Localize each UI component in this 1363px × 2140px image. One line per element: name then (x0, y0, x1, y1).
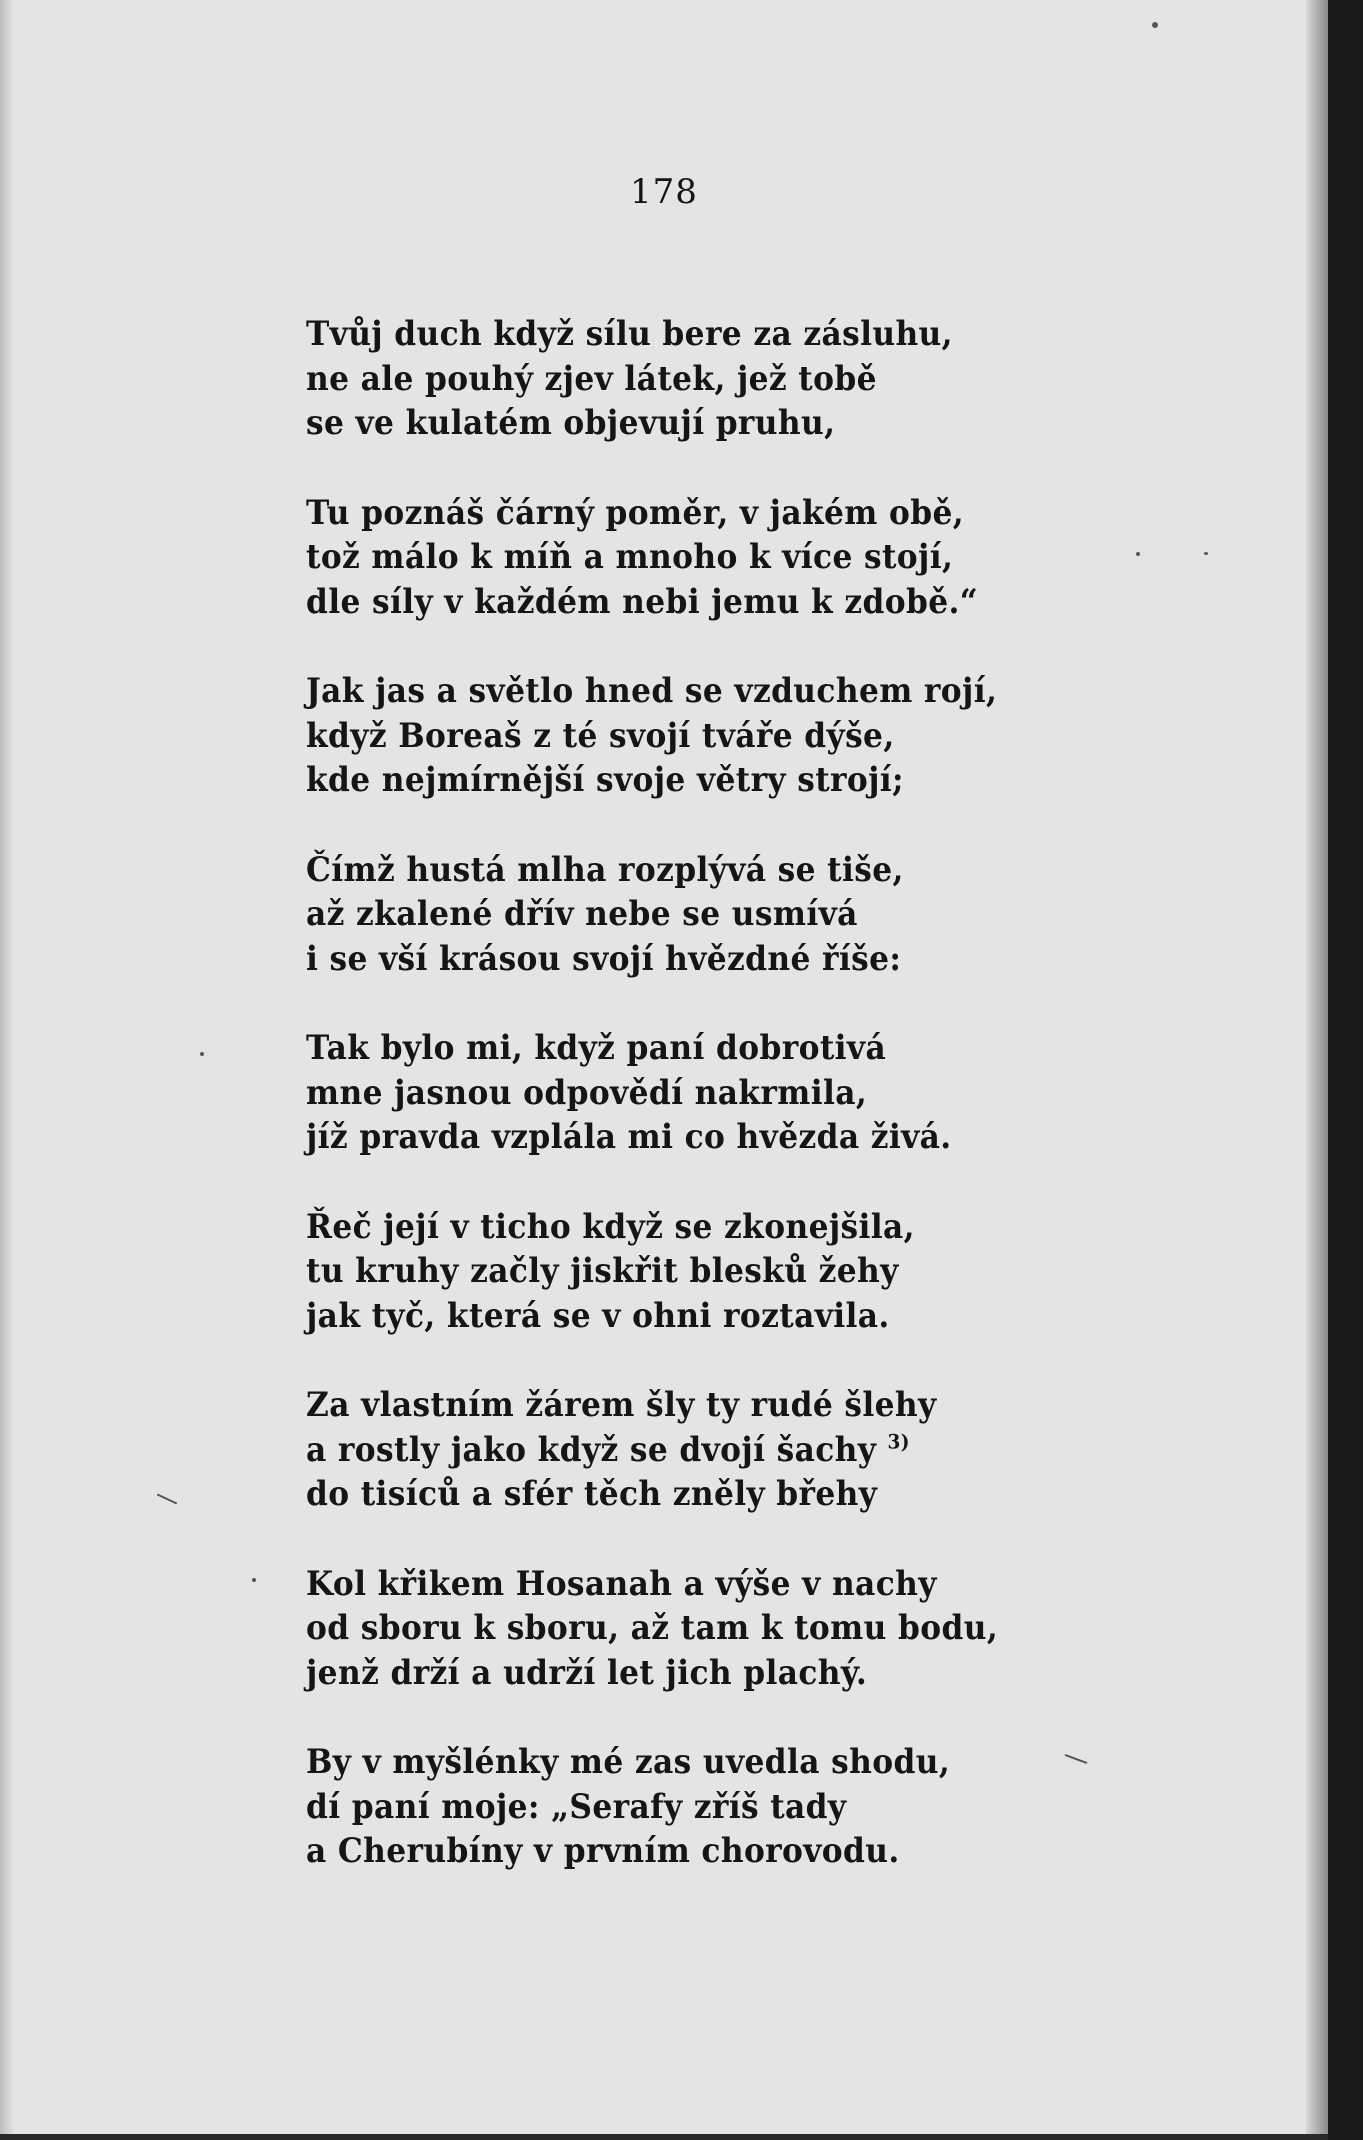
stanza-9 (306, 1740, 1086, 1874)
scan-speck (1152, 22, 1158, 28)
scan-speck (157, 1493, 178, 1504)
footnote-marker: 3) (887, 1429, 910, 1454)
poem-line: dle síly v každém nebi jemu k zdobě.“ (306, 581, 979, 622)
stanza-1 (306, 312, 1086, 446)
poem-line: od sboru k sboru, až tam k tomu bodu, (306, 1608, 999, 1648)
poem-line: i se vší krásou svojí hvězdné říše: (306, 938, 902, 979)
poem-line: Tu poznáš čárný poměr, v jakém obě, (306, 492, 964, 533)
scan-speck (200, 1052, 204, 1056)
poem-line: až zkalené dřív nebe se usmívá (306, 894, 858, 934)
scan-speck (1136, 552, 1140, 556)
poem-line: do tisíců a sfér těch zněly břehy (306, 1474, 878, 1514)
poem-line-with-footnote (306, 1428, 1024, 1473)
stanza-8 (306, 1562, 1086, 1696)
poem-line: Kol křikem Hosanah a výše v nachy (306, 1563, 937, 1604)
poem-line: ne ale pouhý zjev látek, jež tobě (306, 358, 877, 399)
poem-line: tu kruhy začly jiskřit blesků žehy (306, 1251, 899, 1291)
poem-line: jak tyč, která se v ohni roztavila. (306, 1295, 890, 1336)
poem-line: mne jasnou odpovědí nakrmila, (306, 1072, 868, 1113)
scan-speck (1204, 552, 1208, 555)
poem-line: a Cherubíny v prvním chorovodu. (306, 1831, 900, 1871)
stanza-2 (306, 491, 1086, 625)
poem-line: Jak jas a světlo hned se vzduchem rojí, (306, 671, 998, 711)
poem-line: jíž pravda vzplála mi co hvězda živá. (306, 1117, 952, 1157)
poem-line: Za vlastním žárem šly ty rudé šlehy (306, 1385, 937, 1425)
poem-line: kde nejmírnější svoje větry strojí; (306, 760, 904, 800)
stanza-4 (306, 848, 1086, 982)
poem-line: By v myšlénky mé zas uvedla shodu, (306, 1742, 951, 1782)
stanza-7 (306, 1383, 1086, 1517)
scan-edge-bottom (0, 2134, 1328, 2140)
stanza-5 (306, 1026, 1086, 1160)
poem-line-text: a rostly jako když se dvojí šachy (306, 1429, 877, 1470)
poem-line: tož málo k míň a mnoho k více stojí, (306, 537, 954, 577)
poem-line: když Boreaš z té svojí tváře dýše, (306, 715, 895, 756)
poem (306, 312, 1086, 1919)
page-number: 178 (630, 172, 698, 212)
stanza-6 (306, 1205, 1086, 1339)
poem-line: jenž drží a udrží let jich plachý. (306, 1652, 868, 1693)
scan-edge-left (0, 0, 14, 2140)
scan-speck (252, 1578, 256, 1582)
stanza-3 (306, 669, 1086, 803)
poem-line: dí paní moje: „Serafy zříš tady (306, 1786, 847, 1827)
poem-line: se ve kulatém objevují pruhu, (306, 403, 836, 443)
poem-line: Čímž hustá mlha rozplývá se tiše, (306, 849, 904, 890)
poem-line: Tvůj duch když sílu bere za zásluhu, (306, 314, 953, 354)
poem-line: Řeč její v ticho když se zkonejšila, (306, 1206, 915, 1247)
poem-line: Tak bylo mi, když paní dobrotivá (306, 1028, 887, 1068)
scan-edge-right (1306, 0, 1328, 2140)
